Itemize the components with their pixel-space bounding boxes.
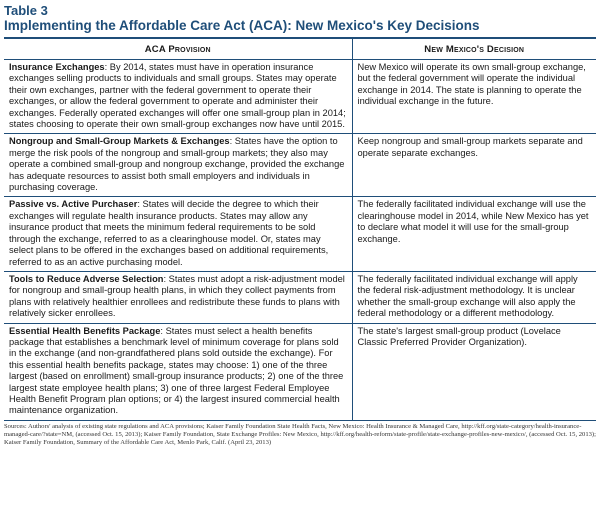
provision-cell [4,323,352,420]
provision-text: : By 2014, states must have in operation insurance exchanges selling products to individuals and small groups. States may operate their own exchanges, partner with the federal government to operate their exchanges, or allow the federal government to operate and administer their exchanges. Federally operated exchanges will offer one small-group plan in 2014; states choosing to operate their own small-group exchanges now have until 2015. [9,62,346,130]
provision-cell [4,197,352,271]
provision-text: : States must select a health benefits package that establishes a benchmark level of minimum coverage for plans sold in the exchange (and non-grandfathered plans sold outside the exchange). For this essential health benefits package, states may choose: 1) one of the three largest (based on enrollment) small-group insurance products; 2) one of the three largest state employee health plans; 3) one of three largest Federal Employee Health Benefit Program plan options; or 4) the largest insured commercial health maintenance organization. [9,325,344,416]
provision-name: Nongroup and Small-Group Markets & Exchanges [9,136,230,147]
table-row [4,60,596,134]
provision-name: Essential Health Benefits Package [9,325,161,336]
provision-cell [4,60,352,134]
decision-cell: New Mexico will operate its own small-group exchange, but the federal government will operate the individual exchange in 2014. The state is planning to operate the individual exchange in the future. [352,60,596,134]
aca-decisions-table [4,37,596,421]
sources-footnote: Sources: Authors' analysis of existing state regulations and ACA provisions; Kaiser Family Foundation State Health Facts, New Mexico: Health Insurance & Managed Care, http://kff.org/state-category/health-insurance-managed-care/?state=NM, (accessed Oct. 15, 2013); Kaiser Family Foundation, State Exchange Profiles: New Mexico, http://kff.org/health-reform/state-profile/state-exchange-profiles-new-mexico/, (accessed Oct. 15, 2013); Kaiser Family Foundation, Summary of the Affordable Care Act, Menlo Park, Calif. (April 23, 2013) [4,422,596,446]
table-row [4,134,596,197]
provision-text: : States will decide the degree to which their exchanges will regulate health insurance products. States may allow any insurance product that meets the minimum federal requirements to be sold through the exchange, referred to as a clearinghouse model. Or, states may select plans to be offered in the exchanges based on additional requirements, referred to as an active purchasing model. [9,199,329,267]
decision-cell: The state's largest small-group product (Lovelace Classic Preferred Provider Organization). [352,323,596,420]
table-row [4,323,596,420]
column-header-decision: New Mexico's Decision [352,38,596,60]
table-row [4,271,596,323]
provision-text: : States have the option to merge the risk pools of the nongroup and small-group markets; they also may operate a combined small-group and nongroup exchange, provided the exchange has adequate resources to assist both small employers and individuals in purchasing coverage. [9,136,345,193]
table-label: Table 3 [4,3,48,18]
provision-name: Tools to Reduce Adverse Selection [9,273,164,284]
provision-name: Insurance Exchanges [9,62,105,72]
provision-text: : States must adopt a risk-adjustment model for nongroup and small-group health plans, in which they collect payments from plans with relatively healthier enrollees and redistribute these funds to plans with relatively sicker enrollees. [9,273,345,319]
provision-cell [4,271,352,323]
table-title: Implementing the Affordable Care Act (ACA): New Mexico's Key Decisions [4,18,480,33]
decision-cell: The federally facilitated individual exchange will use the clearinghouse model in 2014, while New Mexico has yet to declare what model it will use for the small-group exchange. [352,197,596,271]
decision-cell: Keep nongroup and small-group markets separate and operate separate exchanges. [352,134,596,197]
decision-cell: The federally facilitated individual exchange will apply the federal risk-adjustment methodology. It is unclear whether the small-group exchange will also apply the federal methodology or a different methodology. [352,271,596,323]
provision-cell [4,134,352,197]
table-header-row [4,38,596,60]
column-header-provision: ACA Provision [4,38,352,60]
table-row [4,197,596,271]
provision-name: Passive vs. Active Purchaser [9,199,138,210]
